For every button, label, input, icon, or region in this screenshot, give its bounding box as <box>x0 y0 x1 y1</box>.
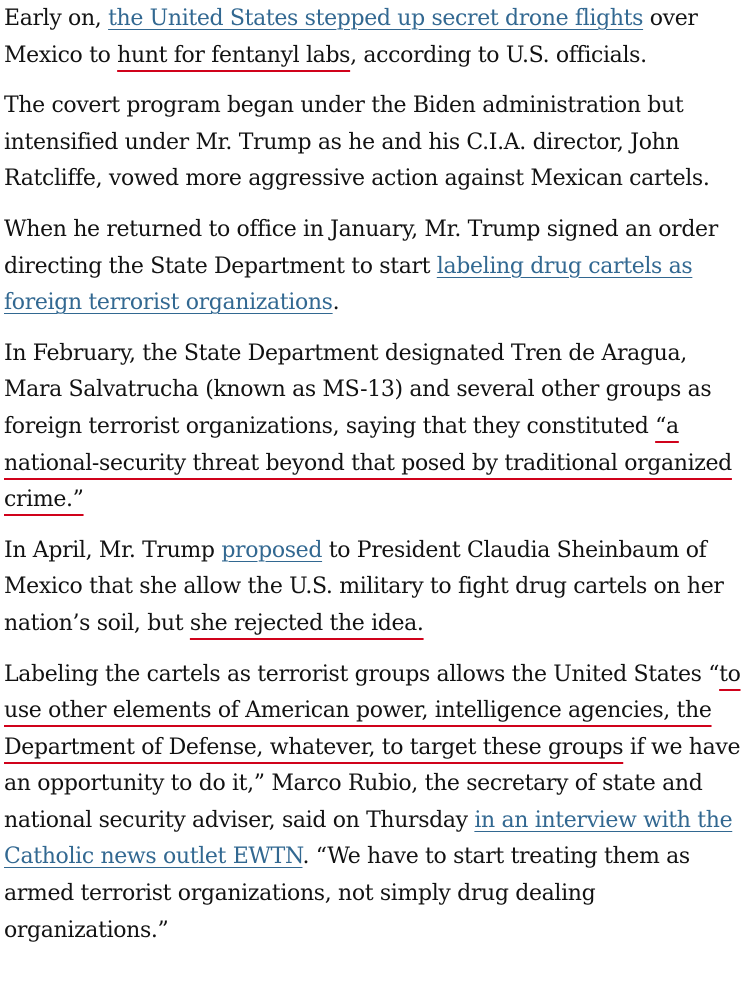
text-segment: Labeling the cartels as terrorist groups allows the United States “ <box>4 661 720 687</box>
text-segment: The covert program began under the Biden administration but intensified under Mr. Trump as he and his C.I.A. director, John Ratcliffe, vowed more aggressive action against Mexican cartels. <box>4 93 710 192</box>
paragraph-executive-order <box>4 212 748 322</box>
text-segment: In April, Mr. Trump <box>4 537 222 563</box>
highlight-fentanyl-labs: hunt for fentanyl labs <box>117 42 351 68</box>
highlight-rejected-idea: she rejected the idea. <box>189 610 424 636</box>
text-segment: if we have an opportunity to do it,” Marco Rubio, the secretary of state and national security adviser, said on Thursday <box>4 734 741 833</box>
article-body <box>4 0 748 963</box>
text-segment: . <box>332 290 340 316</box>
highlight-national-security-threat: “a national-security threat beyond that posed by traditional organized crime.” <box>4 413 732 513</box>
text-segment: . “We have to start treating them as armed terrorist organizations, not simply drug dealing organizations.” <box>4 844 690 943</box>
paragraph-drone-flights <box>4 1 748 74</box>
text-segment: , according to U.S. officials. <box>350 42 647 68</box>
highlight-american-power-quote: to use other elements of American power, intelligence agencies, the Department of Defense, whatever, to target these groups <box>4 661 741 760</box>
text-segment: to President Claudia Sheinbaum of Mexico that she allow the U.S. military to fight drug cartels on her nation’s soil, but <box>4 537 724 636</box>
link-secret-drone-flights[interactable]: the United States stepped up secret drone flights <box>108 6 644 31</box>
paragraph-rubio-quote <box>4 657 748 950</box>
link-ewtn-interview[interactable]: in an interview with the Catholic news outlet EWTN <box>4 807 733 870</box>
paragraph-april-proposal <box>4 533 748 643</box>
text-segment: Early on, <box>4 6 109 31</box>
text-segment: When he returned to office in January, Mr. Trump signed an order directing the State Department to start <box>4 216 718 279</box>
paragraph-february-designation <box>4 336 748 519</box>
text-segment: In February, the State Department designated Tren de Aragua, Mara Salvatrucha (known as MS-13) and several other groups as foreign terrorist organizations, saying that they constituted <box>4 340 712 439</box>
link-proposed[interactable]: proposed <box>221 537 323 563</box>
link-labeling-drug-cartels[interactable]: labeling drug cartels as foreign terrorist organizations <box>4 253 693 316</box>
paragraph-covert-program <box>4 88 748 198</box>
text-segment: over Mexico to <box>4 6 698 68</box>
